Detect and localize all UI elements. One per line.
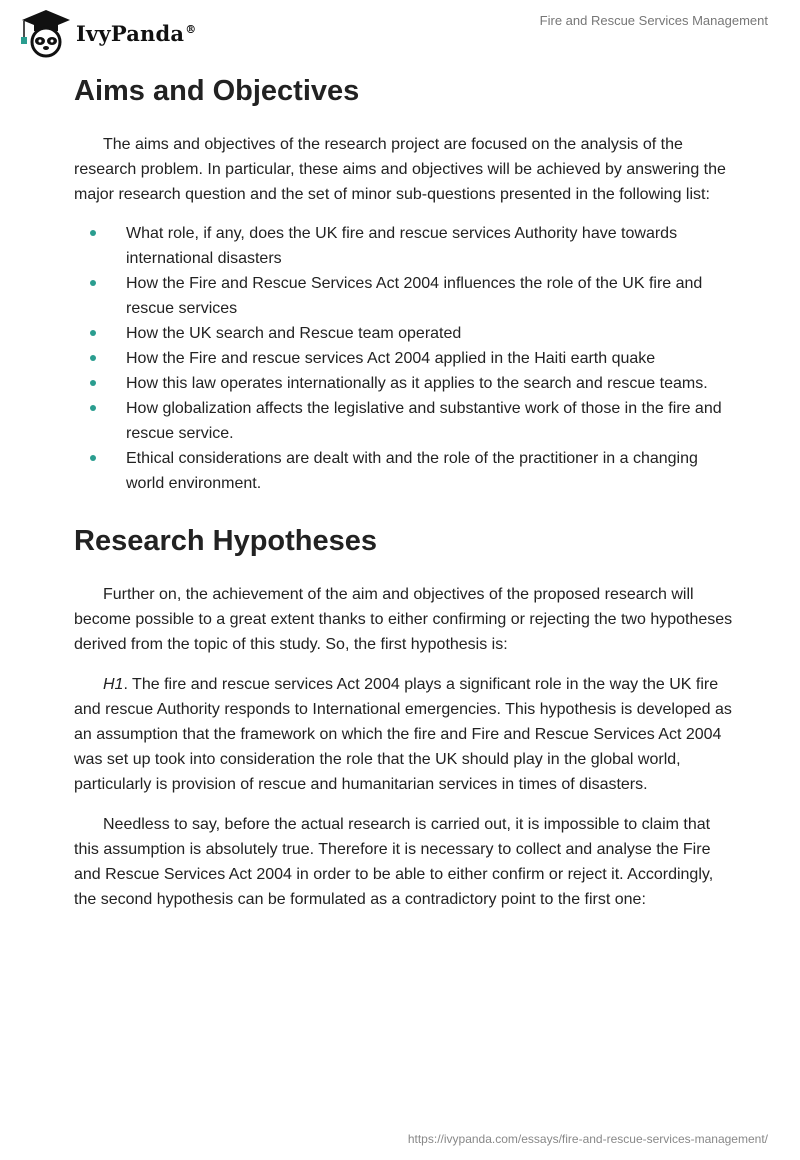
document-title: Fire and Rescue Services Management [539, 13, 768, 28]
heading-aims-objectives: Aims and Objectives [74, 75, 360, 107]
hypothesis-label: H1 [103, 676, 124, 693]
bullet-icon [90, 355, 96, 361]
bullet-icon [90, 455, 96, 461]
list-item: Ethical considerations are dealt with and the role of the practitioner in a changing world environment. [74, 446, 734, 496]
paragraph-hypothesis-1 [74, 672, 734, 797]
list-item: What role, if any, does the UK fire and rescue services Authority have towards international disasters [74, 221, 734, 271]
research-questions-list [74, 221, 734, 496]
bullet-icon [90, 330, 96, 336]
bullet-icon [90, 380, 96, 386]
list-item: How the UK search and Rescue team operated [74, 321, 734, 346]
panda-graduation-cap-icon [16, 8, 74, 58]
bullet-icon [90, 280, 96, 286]
list-item: How globalization affects the legislative and substantive work of those in the fire and rescue service. [74, 396, 734, 446]
hypothesis-1-text: . The fire and rescue services Act 2004 plays a significant role in the way the UK fire and rescue Authority responds to International emergencies. This hypothesis is developed as an assumption that the framework on which the fire and Fire and Rescue Services Act 2004 was set up took into consideration the role that the UK should play in the global world, particularly is provision of rescue and humanitarian services in times of disasters. [74, 676, 732, 793]
heading-research-hypotheses: Research Hypotheses [74, 525, 378, 557]
paragraph-hypotheses-intro: Further on, the achievement of the aim and objectives of the proposed research will become possible to a great extent thanks to either confirming or rejecting the two hypotheses derived from the topic of this study. So, the first hypothesis is: [74, 586, 733, 653]
paragraph-second-hypothesis-intro: Needless to say, before the actual research is carried out, it is impossible to claim that this assumption is absolutely true. Therefore it is necessary to collect and analyse the Fire and Rescue Services Act 2004 in order to be able to either confirm or reject it. Accordingly, the second hypothesis can be formulated as a contradictory point to the first one: [74, 816, 714, 908]
list-item: How this law operates internationally as it applies to the search and rescue teams. [74, 371, 734, 396]
source-url[interactable]: https://ivypanda.com/essays/fire-and-rescue-services-management/ [407, 1132, 768, 1146]
bullet-icon [90, 230, 96, 236]
logo[interactable] [16, 8, 196, 58]
registered-mark: ® [185, 22, 197, 36]
logo-text: IvyPanda [76, 20, 185, 46]
page-header [0, 0, 800, 70]
essay-content [74, 72, 734, 912]
list-item: How the Fire and rescue services Act 2004 applied in the Haiti earth quake [74, 346, 734, 371]
list-item: How the Fire and Rescue Services Act 2004 influences the role of the UK fire and rescue services [74, 271, 734, 321]
bullet-icon [90, 405, 96, 411]
paragraph-aims-intro: The aims and objectives of the research project are focused on the analysis of the research problem. In particular, these aims and objectives will be achieved by answering the major research question and the set of minor sub-questions presented in the following list: [74, 136, 726, 203]
